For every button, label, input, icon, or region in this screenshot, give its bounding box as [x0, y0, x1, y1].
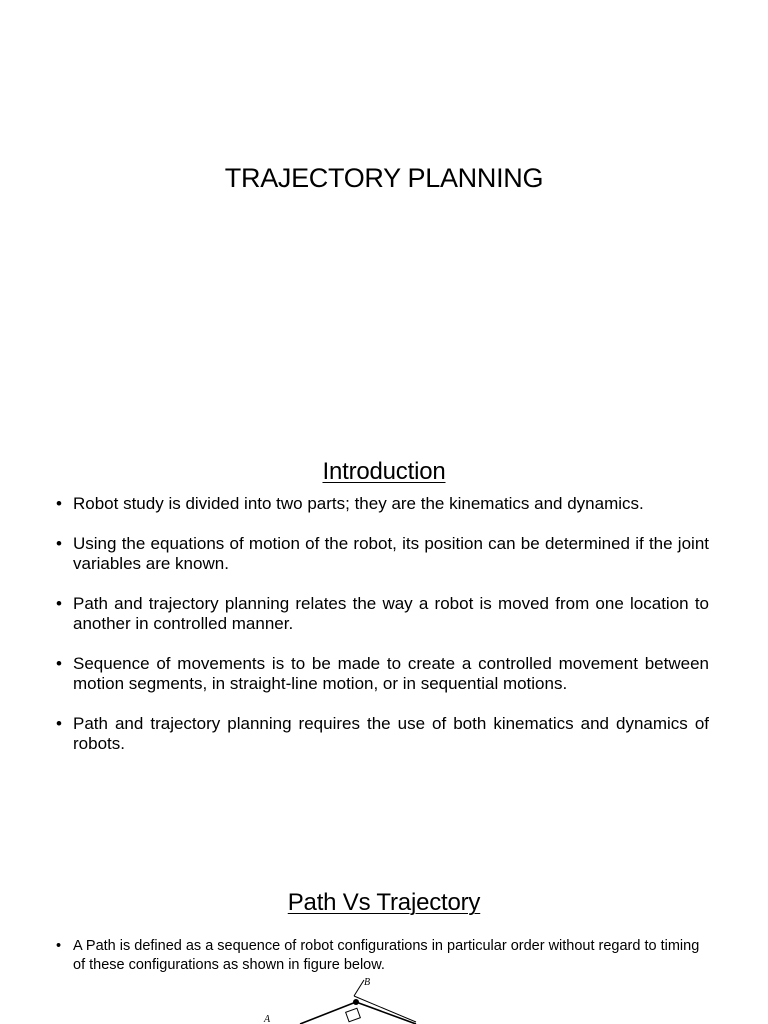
bullet-item	[56, 594, 709, 634]
point-label-b: B	[364, 977, 371, 988]
bullet-dot-icon: •	[56, 714, 62, 733]
robot-link	[354, 980, 364, 996]
bullet-text: Robot study is divided into two parts; they are the kinematics and dynamics.	[73, 494, 644, 513]
path-figure	[256, 974, 516, 1024]
introduction-heading: Introduction	[322, 458, 446, 485]
point-label-a: A	[264, 1014, 271, 1024]
bullet-item	[56, 714, 709, 754]
path-point-b	[353, 999, 359, 1005]
bullet-item	[56, 937, 709, 975]
path-segment	[354, 996, 416, 1022]
robot-joint-box	[346, 1008, 361, 1022]
slide-title: TRAJECTORY PLANNING	[224, 163, 544, 193]
bullet-text: Path and trajectory planning relates the way a robot is moved from one location to another in controlled manner.	[73, 594, 709, 633]
path-segment	[356, 1002, 416, 1024]
path-vs-trajectory-bullet-list	[56, 937, 709, 975]
bullet-item	[56, 654, 709, 694]
introduction-bullet-list	[56, 494, 709, 774]
bullet-dot-icon: •	[56, 938, 62, 954]
bullet-text: Using the equations of motion of the robot, its position can be determined if the joint variables are known.	[73, 534, 709, 573]
bullet-item	[56, 534, 709, 574]
bullet-text: Path and trajectory planning requires the use of both kinematics and dynamics of robots.	[73, 714, 709, 753]
path-vs-trajectory-heading: Path Vs Trajectory	[287, 889, 481, 916]
bullet-text: A Path is defined as a sequence of robot configurations in particular order without regard to timing of these configurations as shown in figure below.	[73, 938, 700, 973]
bullet-text: Sequence of movements is to be made to create a controlled movement between motion segments, in straight-line motion, or in sequential motions.	[73, 654, 709, 693]
bullet-dot-icon: •	[56, 494, 62, 513]
bullet-dot-icon: •	[56, 534, 62, 553]
bullet-dot-icon: •	[56, 654, 62, 673]
bullet-item	[56, 494, 709, 514]
bullet-dot-icon: •	[56, 594, 62, 613]
